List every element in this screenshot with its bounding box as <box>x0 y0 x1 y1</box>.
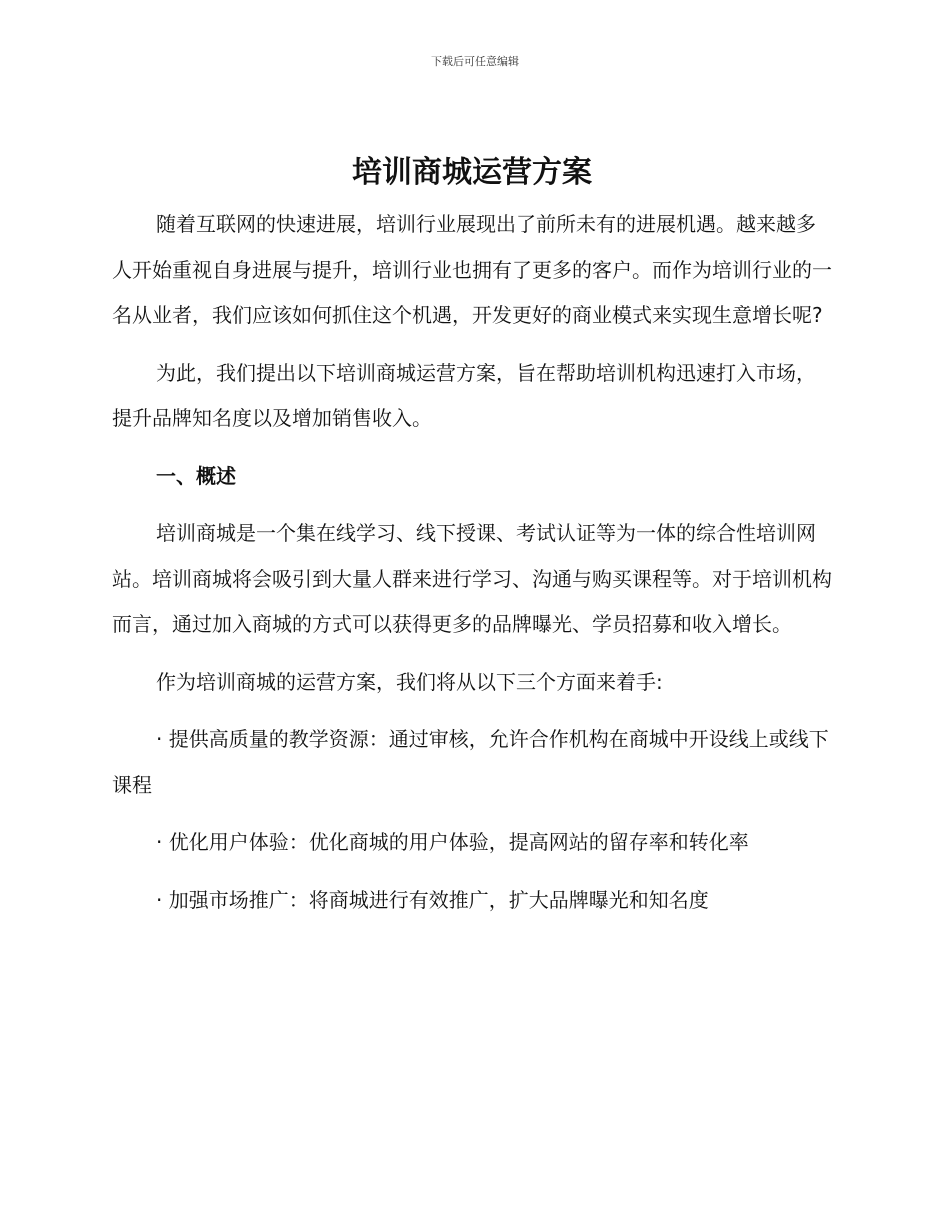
document-body <box>112 152 832 923</box>
page-header-note: 下载后可任意编辑 <box>431 55 519 68</box>
bullet-item-user-experience: · 优化用户体验：优化商城的用户体验，提高网站的留存率和转化率 <box>156 830 749 854</box>
section-heading-overview: 一、概述 <box>156 463 236 488</box>
bullet-item-resources: · 提供高质量的教学资源：通过审核，允许合作机构在商城中开设线上或线下课程 <box>112 727 829 797</box>
bullet-item-marketing: · 加强市场推广：将商城进行有效推广，扩大品牌曝光和知名度 <box>156 887 709 912</box>
document-title: 培训商城运营方案 <box>352 155 592 190</box>
intro-paragraph: 随着互联网的快速进展，培训行业展现出了前所未有的进展机遇。越来越多人开始重视自身进展与提升，培训行业也拥有了更多的客户。而作为培训行业的一名从业者，我们应该如何抓住这个机遇，开发更好的商业模式来实现生意增长呢? <box>112 212 832 327</box>
approach-paragraph: 作为培训商城的运营方案，我们将从以下三个方面来着手: <box>156 669 663 694</box>
overview-paragraph: 培训商城是一个集在线学习、线下授课、考试认证等为一体的综合性培训网站。培训商城将会吸引到大量人群来进行学习、沟通与购买课程等。对于培训机构而言，通过加入商城的方式可以获得更多的品牌曝光、学员招募和收入增长。 <box>112 521 832 636</box>
purpose-paragraph: 为此，我们提出以下培训商城运营方案，旨在帮助培训机构迅速打入市场，提升品牌知名度以及增加销售收入。 <box>112 360 816 430</box>
